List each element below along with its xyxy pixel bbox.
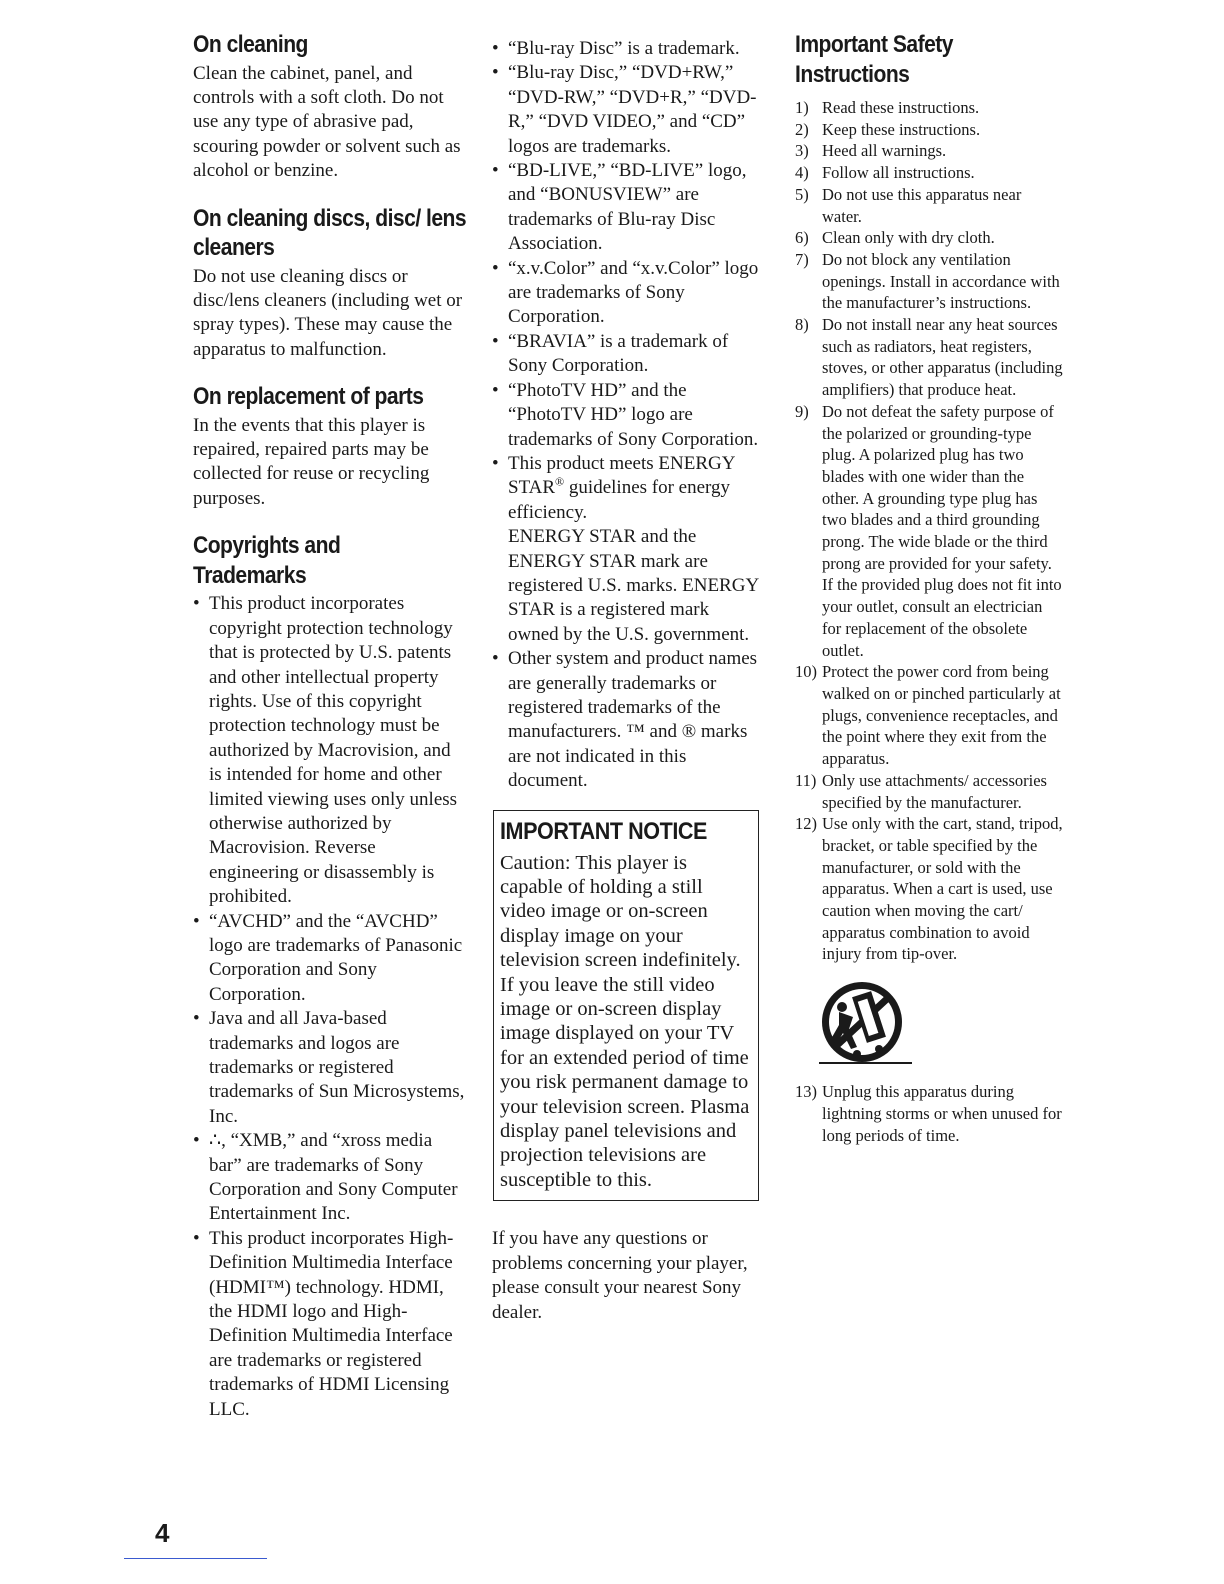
list-item: 3) Heed all warnings. [795, 141, 947, 161]
energy-text-2: guidelines for energy efficiency. [508, 477, 731, 523]
text-disc-cleaners: Do not use cleaning discs or disc/lens cleaners (including wet or spray types). These may cause the apparatus to malfunction. [193, 265, 463, 360]
copyright-list [193, 592, 468, 1422]
text-replacement-parts: In the events that this player is repaired, repaired parts may be collected for reuse or recycling purposes. [193, 414, 430, 509]
list-item: • ∴, “XMB,” and “xross media bar” are trademarks of Sony Corporation and Sony Computer Entertainment Inc. [193, 1129, 468, 1227]
heading-replacement-parts: On replacement of parts [193, 383, 424, 411]
safety-list-continued [795, 1081, 1065, 1146]
list-item: 5) Do not use this apparatus near water. [795, 184, 1022, 226]
middle-column [492, 37, 762, 1325]
list-item: 6) Clean only with dry cloth. [795, 228, 995, 248]
right-column [795, 30, 1065, 1146]
section-copyrights [193, 531, 468, 1422]
list-item: 11) Only use attachments/ accessories specified by the manufacturer. [795, 770, 1047, 812]
list-item: • “BRAVIA” is a trademark of Sony Corporation. [492, 330, 762, 379]
list-item: • “PhotoTV HD” and the “PhotoTV HD” logo are trademarks of Sony Corporation. [492, 379, 762, 452]
text-cleaning: Clean the cabinet, panel, and controls with a soft cloth. Do not use any type of abrasive pad, scouring powder or solvent such as alcohol or benzine. [193, 62, 461, 182]
heading-cleaning: On cleaning [193, 31, 308, 58]
list-item: • This product incorporates High-Definition Multimedia Interface (HDMI™) technology. HDMI, the HDMI logo and High-Definition Multimedia Interface are trademarks or registered trademarks of HDMI Licensing LLC. [193, 1227, 468, 1422]
list-item: 7) Do not block any ventilation openings. Install in accordance with the manufacturer’s instructions. [795, 249, 1060, 313]
notice-text: Caution: This player is capable of holding a still video image or on-screen display image on your television screen indefinitely. If you leave the still video image or on-screen display image displayed on your TV for an extended period of time you risk permanent damage to your television screen. Plasma display panel televisions and projection televisions are susceptible to this. [500, 851, 750, 1191]
list-item: 1) Read these instructions. [795, 98, 980, 117]
safety-list [795, 97, 1065, 965]
list-item: 9) Do not defeat the safety purpose of the polarized or grounding-type plug. A polarized plug has two blades with one wider than the other. A grounding type plug has two blades and a third grounding prong. The wide blade or the third prong are provided for your safety. If the provided plug does not fit into your outlet, consult an electrician for replacement of the obsolete outlet. [795, 401, 1062, 660]
important-notice-box [493, 810, 759, 1202]
list-item: 12) Use only with the cart, stand, tripod, bracket, or table specified by the manufacturer, or sold with the apparatus. When a cart is used, use caution when moving the cart/ apparatus combination to avoid injury from tip-over. [795, 814, 1063, 964]
trademark-list [492, 37, 762, 794]
heading-copyrights: Copyrights and Trademarks [193, 532, 341, 589]
list-item-energy-star [492, 452, 762, 647]
list-item: 13) Unplug this apparatus during lightning storms or when unused for long periods of time. [795, 1082, 1062, 1145]
energy-text-1: This product meets ENERGY STAR [508, 452, 735, 499]
heading-safety: Important Safety Instructions [795, 31, 953, 88]
list-item: 8) Do not install near any heat sources such as radiators, heat registers, stoves, or other apparatus (including amplifiers) that produce heat. [795, 315, 1063, 400]
page-number: 4 [155, 1518, 170, 1548]
notice-heading: IMPORTANT NOTICE [500, 817, 707, 845]
energy-text-3: ENERGY STAR and the ENERGY STAR mark are registered U.S. marks. ENERGY STAR is a registered mark owned by the U.S. government. [508, 526, 759, 645]
list-item: 10) Protect the power cord from being walked on or pinched particularly at plugs, convenience receptacles, and the point where they exit from the apparatus. [795, 662, 1061, 769]
list-item: 2) Keep these instructions. [795, 119, 981, 139]
list-item: • “x.v.Color” and “x.v.Color” logo are trademarks of Sony Corporation. [492, 257, 762, 330]
contact-text: If you have any questions or problems concerning your player, please consult your nearest Sony dealer. [492, 1228, 748, 1323]
list-item: • Other system and product names are generally trademarks or registered trademarks of the manufacturers. ™ and ® marks are not indicated in this document. [492, 647, 762, 793]
list-item: • “Blu-ray Disc” is a trademark. [492, 37, 762, 61]
list-item: • “AVCHD” and the “AVCHD” logo are trademarks of Panasonic Corporation and Sony Corporation. [193, 910, 468, 1008]
section-replacement-parts [193, 382, 468, 511]
left-column [193, 30, 468, 1442]
list-item: • “Blu-ray Disc,” “DVD+RW,” “DVD-RW,” “DVD+R,” “DVD-R,” “DVD VIDEO,” and “CD” logos are trademarks. [492, 61, 762, 159]
section-disc-cleaners [193, 204, 468, 363]
list-item: • Java and all Java-based trademarks and logos are trademarks or registered trademarks of Sun Microsystems, Inc. [193, 1007, 468, 1129]
registered-mark: ® [555, 474, 565, 489]
list-item: • This product incorporates copyright protection technology that is protected by U.S. patents and other intellectual property rights. Use of this copyright protection technology must be authorized by Macrovision, and is intended for home and other limited viewing uses only unless otherwise authorized by Macrovision. Reverse engineering or disassembly is prohibited. [193, 592, 468, 909]
heading-disc-cleaners: On cleaning discs, disc/ lens cleaners [193, 204, 467, 262]
footer-rule [124, 1558, 267, 1559]
list-item: 4) Follow all instructions. [795, 163, 975, 183]
list-item: • “BD-LIVE,” “BD-LIVE” logo, and “BONUSVIEW” are trademarks of Blu-ray Disc Association. [492, 159, 762, 257]
section-cleaning [193, 30, 468, 184]
cart-tip-over-warning-icon [817, 979, 917, 1069]
